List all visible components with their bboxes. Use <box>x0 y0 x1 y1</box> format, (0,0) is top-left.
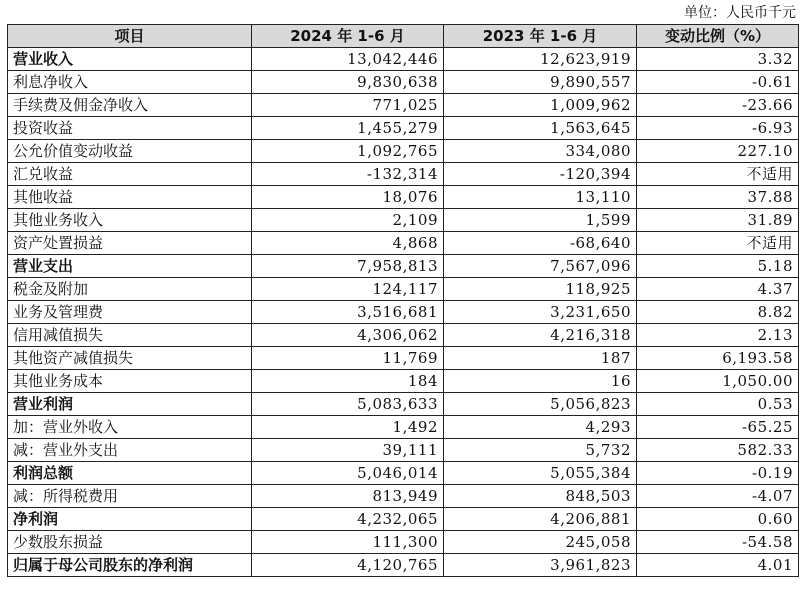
row-label: 减：营业外支出 <box>8 439 252 462</box>
cell-2024: 184 <box>252 370 444 393</box>
cell-2024: 4,232,065 <box>252 508 444 531</box>
cell-2023: 3,231,650 <box>444 301 637 324</box>
cell-2024: 1,092,765 <box>252 140 444 163</box>
table-row <box>8 416 799 439</box>
table-row <box>8 163 799 186</box>
cell-change: -0.61 <box>637 71 799 94</box>
cell-2024: 9,830,638 <box>252 71 444 94</box>
table-row <box>8 301 799 324</box>
cell-2024: 18,076 <box>252 186 444 209</box>
cell-change: 4.37 <box>637 278 799 301</box>
column-header-item: 项目 <box>8 25 252 48</box>
income-statement-table <box>7 24 799 577</box>
row-label: 汇兑收益 <box>8 163 252 186</box>
table-header-row <box>8 25 799 48</box>
table-row <box>8 439 799 462</box>
cell-2023: 4,216,318 <box>444 324 637 347</box>
cell-2023: 3,961,823 <box>444 554 637 577</box>
unit-note: 单位：人民币千元 <box>684 5 796 21</box>
table-row <box>8 324 799 347</box>
cell-change: 5.18 <box>637 255 799 278</box>
table-row <box>8 209 799 232</box>
cell-change: 4.01 <box>637 554 799 577</box>
cell-2023: 4,293 <box>444 416 637 439</box>
table-row <box>8 186 799 209</box>
cell-2024: 124,117 <box>252 278 444 301</box>
cell-2023: 848,503 <box>444 485 637 508</box>
cell-2023: 1,009,962 <box>444 94 637 117</box>
row-label: 资产处置损益 <box>8 232 252 255</box>
cell-2024: 3,516,681 <box>252 301 444 324</box>
table-row <box>8 117 799 140</box>
row-label: 投资收益 <box>8 117 252 140</box>
cell-2024: 4,868 <box>252 232 444 255</box>
table-row <box>8 255 799 278</box>
cell-2024: -132,314 <box>252 163 444 186</box>
cell-change: 0.53 <box>637 393 799 416</box>
row-label: 净利润 <box>8 508 252 531</box>
row-label: 手续费及佣金净收入 <box>8 94 252 117</box>
table-row <box>8 140 799 163</box>
table-body <box>8 48 799 577</box>
cell-2023: 5,732 <box>444 439 637 462</box>
row-label: 利润总额 <box>8 462 252 485</box>
row-label: 归属于母公司股东的净利润 <box>8 554 252 577</box>
cell-2024: 5,046,014 <box>252 462 444 485</box>
table-row <box>8 393 799 416</box>
cell-2023: 9,890,557 <box>444 71 637 94</box>
cell-2023: 334,080 <box>444 140 637 163</box>
row-label: 业务及管理费 <box>8 301 252 324</box>
cell-2023: 118,925 <box>444 278 637 301</box>
cell-2024: 111,300 <box>252 531 444 554</box>
cell-change: -23.66 <box>637 94 799 117</box>
column-header-2024: 2024 年 1-6 月 <box>252 25 444 48</box>
table-row <box>8 554 799 577</box>
cell-2024: 2,109 <box>252 209 444 232</box>
cell-2024: 7,958,813 <box>252 255 444 278</box>
column-header-2023: 2023 年 1-6 月 <box>444 25 637 48</box>
table-row <box>8 48 799 71</box>
table-row <box>8 232 799 255</box>
cell-2023: 13,110 <box>444 186 637 209</box>
row-label: 税金及附加 <box>8 278 252 301</box>
cell-2024: 1,492 <box>252 416 444 439</box>
cell-2023: 7,567,096 <box>444 255 637 278</box>
cell-change: -4.07 <box>637 485 799 508</box>
cell-2024: 4,306,062 <box>252 324 444 347</box>
cell-2023: 5,055,384 <box>444 462 637 485</box>
cell-change: 8.82 <box>637 301 799 324</box>
cell-2023: -68,640 <box>444 232 637 255</box>
cell-change: 2.13 <box>637 324 799 347</box>
row-label: 营业利润 <box>8 393 252 416</box>
cell-change: -54.58 <box>637 531 799 554</box>
cell-change: 0.60 <box>637 508 799 531</box>
cell-2024: 11,769 <box>252 347 444 370</box>
table-row <box>8 71 799 94</box>
cell-change: 1,050.00 <box>637 370 799 393</box>
cell-2023: 245,058 <box>444 531 637 554</box>
cell-2024: 39,111 <box>252 439 444 462</box>
cell-change: 582.33 <box>637 439 799 462</box>
table-row <box>8 508 799 531</box>
cell-change: 227.10 <box>637 140 799 163</box>
cell-2023: -120,394 <box>444 163 637 186</box>
cell-2024: 1,455,279 <box>252 117 444 140</box>
row-label: 少数股东损益 <box>8 531 252 554</box>
cell-2024: 771,025 <box>252 94 444 117</box>
table-row <box>8 94 799 117</box>
cell-2023: 12,623,919 <box>444 48 637 71</box>
cell-2023: 187 <box>444 347 637 370</box>
cell-change: 31.89 <box>637 209 799 232</box>
table-row <box>8 462 799 485</box>
table-row <box>8 370 799 393</box>
row-label: 加：营业外收入 <box>8 416 252 439</box>
cell-2023: 1,563,645 <box>444 117 637 140</box>
table-row <box>8 347 799 370</box>
cell-change: -6.93 <box>637 117 799 140</box>
cell-2024: 5,083,633 <box>252 393 444 416</box>
row-label: 营业支出 <box>8 255 252 278</box>
row-label: 公允价值变动收益 <box>8 140 252 163</box>
cell-change: -0.19 <box>637 462 799 485</box>
row-label: 利息净收入 <box>8 71 252 94</box>
cell-2024: 13,042,446 <box>252 48 444 71</box>
cell-change: 不适用 <box>637 232 799 255</box>
row-label: 营业收入 <box>8 48 252 71</box>
cell-2023: 16 <box>444 370 637 393</box>
cell-change: 6,193.58 <box>637 347 799 370</box>
cell-2024: 813,949 <box>252 485 444 508</box>
row-label: 其他收益 <box>8 186 252 209</box>
table-row <box>8 278 799 301</box>
cell-change: 3.32 <box>637 48 799 71</box>
table-row <box>8 485 799 508</box>
row-label: 其他业务成本 <box>8 370 252 393</box>
cell-2023: 4,206,881 <box>444 508 637 531</box>
row-label: 其他业务收入 <box>8 209 252 232</box>
row-label: 信用减值损失 <box>8 324 252 347</box>
cell-change: 不适用 <box>637 163 799 186</box>
cell-2023: 1,599 <box>444 209 637 232</box>
cell-2023: 5,056,823 <box>444 393 637 416</box>
row-label: 减：所得税费用 <box>8 485 252 508</box>
column-header-change: 变动比例（%） <box>637 25 799 48</box>
row-label: 其他资产减值损失 <box>8 347 252 370</box>
cell-change: -65.25 <box>637 416 799 439</box>
cell-change: 37.88 <box>637 186 799 209</box>
cell-2024: 4,120,765 <box>252 554 444 577</box>
table-row <box>8 531 799 554</box>
